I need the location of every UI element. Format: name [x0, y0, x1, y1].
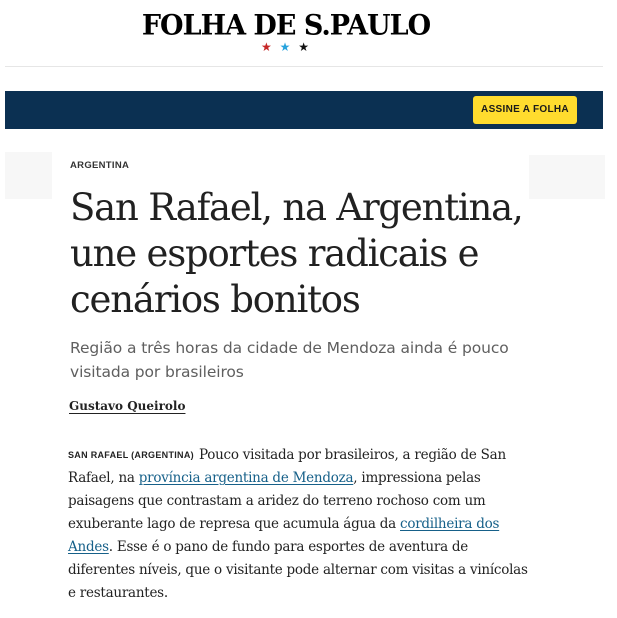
mendoza-link[interactable]: província argentina de Mendoza	[138, 470, 354, 486]
body-text-segment: , impressiona pelas paisagens que contrastam a aridez do terreno rochoso com um exuberante lago de represa que acumula água da	[68, 470, 486, 532]
article-body	[68, 444, 538, 605]
article-subtitle: Região a três horas da cidade de Mendoza ainda é pouco visitada por brasileiros	[70, 339, 509, 381]
subscribe-button[interactable]: ASSINE A FOLHA	[473, 96, 577, 124]
article-headline: San Rafael, na Argentina, une esportes radicais e cenários bonitos	[70, 186, 523, 321]
andes-link[interactable]: cordilheira dos Andes	[68, 516, 500, 555]
body-text-segment: . Esse é o pano de fundo para esportes de aventura de diferentes níveis, que o visitante pode alternar com visitas a vinícolas e restaurantes.	[68, 539, 528, 601]
site-logo[interactable]: FOLHA DE S.PAULO	[141, 9, 431, 42]
logo-stars	[0, 40, 572, 54]
header-divider	[5, 66, 603, 67]
dateline: SAN RAFAEL (ARGENTINA)	[68, 450, 194, 460]
author-link[interactable]: Gustavo Queirolo	[69, 399, 186, 413]
navigation-bar	[5, 91, 603, 129]
ad-placeholder-right	[529, 155, 605, 199]
star-icon: ★	[298, 40, 311, 54]
ad-placeholder-left	[5, 152, 52, 199]
star-icon: ★	[261, 40, 274, 54]
section-kicker[interactable]: ARGENTINA	[70, 160, 130, 171]
body-text-segment: Pouco visitada por brasileiros, a região de San Rafael, na	[68, 447, 506, 486]
star-icon: ★	[279, 40, 293, 54]
